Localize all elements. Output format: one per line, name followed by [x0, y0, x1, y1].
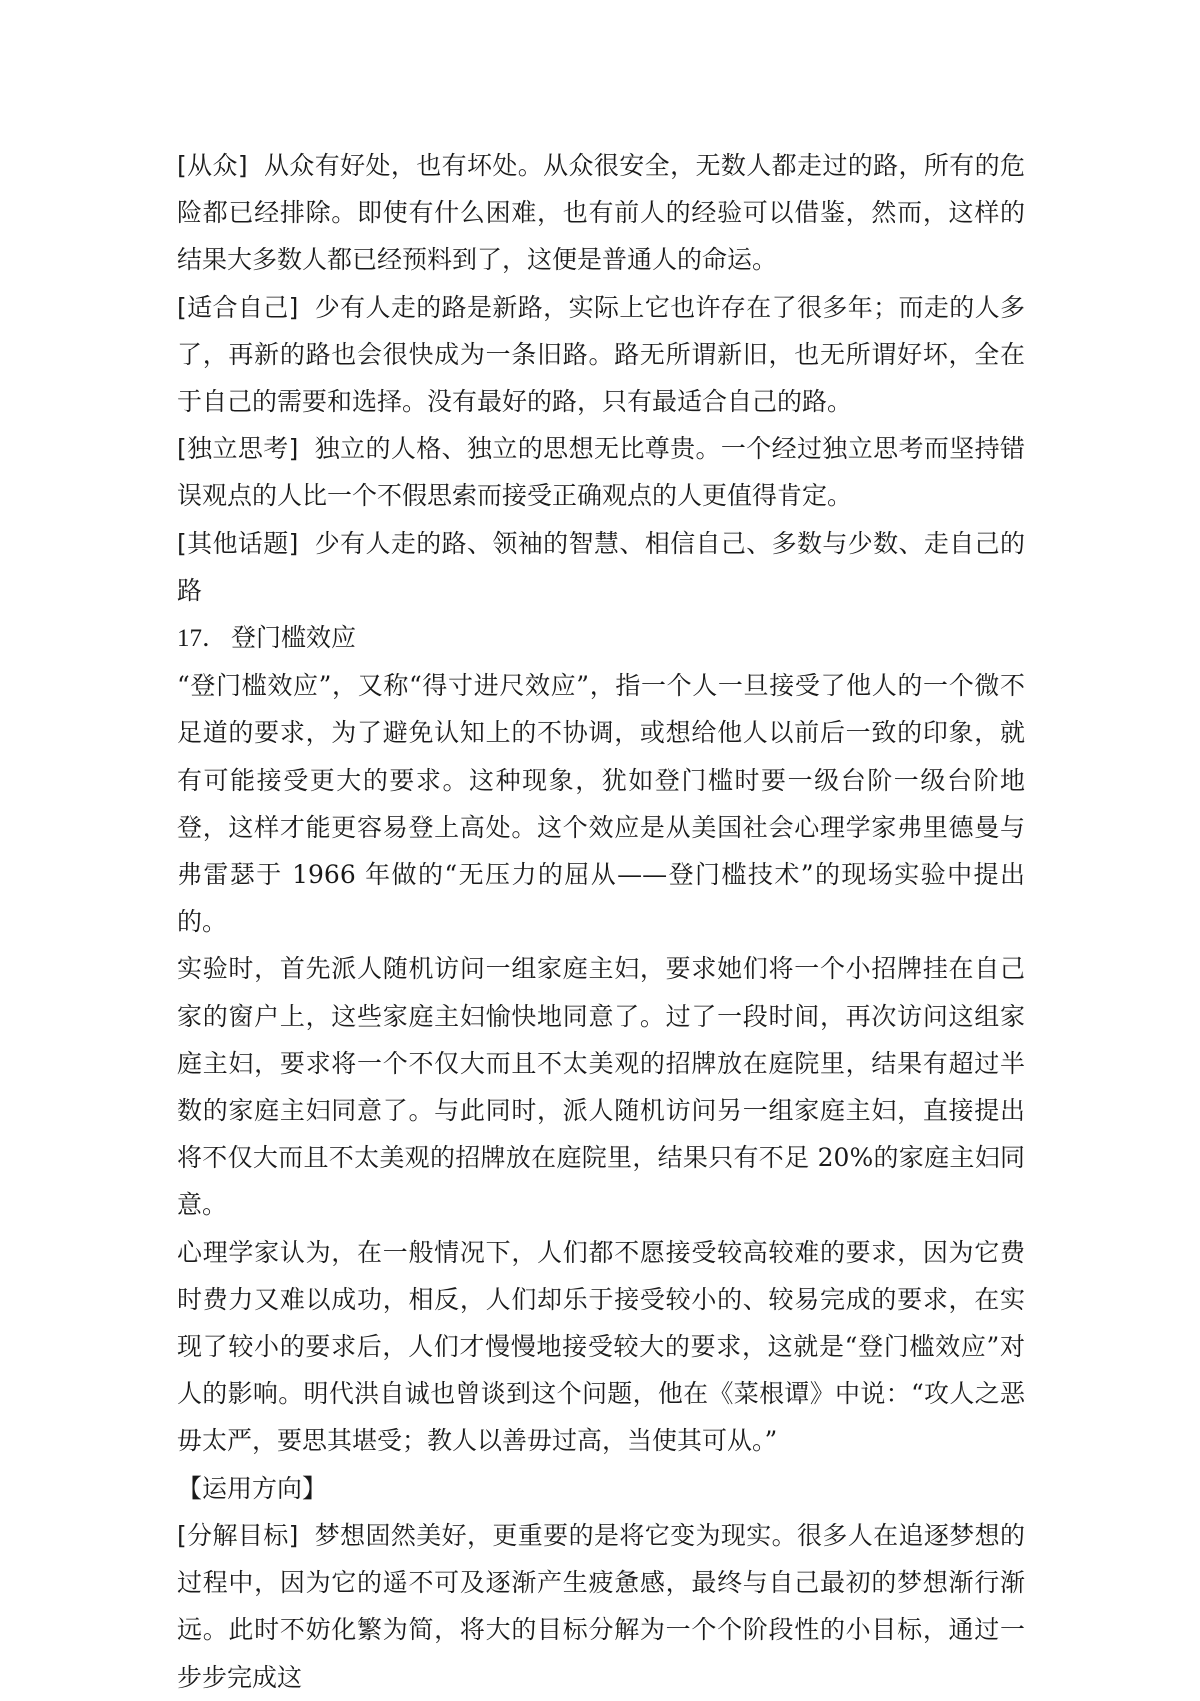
section-tag: [其他话题] [177, 528, 299, 558]
body-paragraph-1: “登门槛效应”，又称“得寸进尺效应”，指一个人一旦接受了他人的一个微不足道的要求，为了避免认知上的不协调，或想给他人以前后一致的印象，就有可能接受更大的要求。这种现象，犹如登门槛时要一级台阶一级台阶地登，这样才能更容易登上高处。这个效应是从美国社会心理学家弗里德曼与弗雷瑟于 1966 年做的“无压力的屈从——登门槛技术”的现场实验中提出的。 [177, 671, 1025, 937]
section-duli-sikao [177, 425, 1025, 519]
section-fenjie-mubiao [177, 1512, 1025, 1701]
section-shihe-ziji [177, 284, 1025, 426]
section-text: 少有人走的路、领袖的智慧、相信自己、多数与少数、走自己的路 [177, 528, 1025, 605]
section-tag: [分解目标] [177, 1520, 299, 1550]
heading-number: 17． [177, 625, 228, 653]
body-paragraph-2: 实验时，首先派人随机访问一组家庭主妇，要求她们将一个小招牌挂在自己家的窗户上，这些家庭主妇愉快地同意了。过了一段时间，再次访问这组家庭主妇，要求将一个不仅大而且不太美观的招牌放在庭院里，结果有超过半数的家庭主妇同意了。与此同时，派人随机访问另一组家庭主妇，直接提出将不仅大而且不太美观的招牌放在庭院里，结果只有不足 20%的家庭主妇同意。 [177, 954, 1025, 1220]
section-text: 从众有好处，也有坏处。从众很安全，无数人都走过的路，所有的危险都已经排除。即使有什么困难，也有前人的经验可以借鉴，然而，这样的结果大多数人都已经预料到了，这便是普通人的命运。 [177, 151, 1025, 275]
usage-direction-label: 【运用方向】 [177, 1473, 328, 1503]
section-congzhong [177, 142, 1025, 284]
section-qita-huati [177, 520, 1025, 614]
body-paragraph-3: 心理学家认为，在一般情况下，人们都不愿接受较高较难的要求，因为它费时费力又难以成功，相反，人们却乐于接受较小的、较易完成的要求，在实现了较小的要求后，人们才慢慢地接受较大的要求，这就是“登门槛效应”对人的影响。明代洪自诚也曾谈到这个问题，他在《菜根谭》中说：“攻人之恶毋太严，要思其堪受；教人以善毋过高，当使其可从。” [177, 1237, 1025, 1456]
section-text: 梦想固然美好，更重要的是将它变为现实。很多人在追逐梦想的过程中，因为它的遥不可及逐渐产生疲惫感，最终与自己最初的梦想渐行渐远。此时不妨化繁为简，将大的目标分解为一个个阶段性的小目标，通过一步步完成这 [177, 1520, 1025, 1692]
section-tag: [适合自己] [177, 292, 299, 322]
section-heading [177, 614, 1025, 662]
section-tag: [独立思考] [177, 434, 299, 464]
document-page [177, 142, 1025, 1701]
section-tag: [从众] [177, 151, 248, 180]
heading-title: 登门槛效应 [231, 623, 357, 653]
section-text: 少有人走的路是新路，实际上它也许存在了很多年；而走的人多了，再新的路也会很快成为一条旧路。路无所谓新旧，也无所谓好坏，全在于自己的需要和选择。没有最好的路，只有最适合自己的路。 [177, 292, 1025, 417]
section-text: 独立的人格、独立的思想无比尊贵。一个经过独立思考而坚持错误观点的人比一个不假思索而接受正确观点的人更值得肯定。 [177, 434, 1025, 511]
